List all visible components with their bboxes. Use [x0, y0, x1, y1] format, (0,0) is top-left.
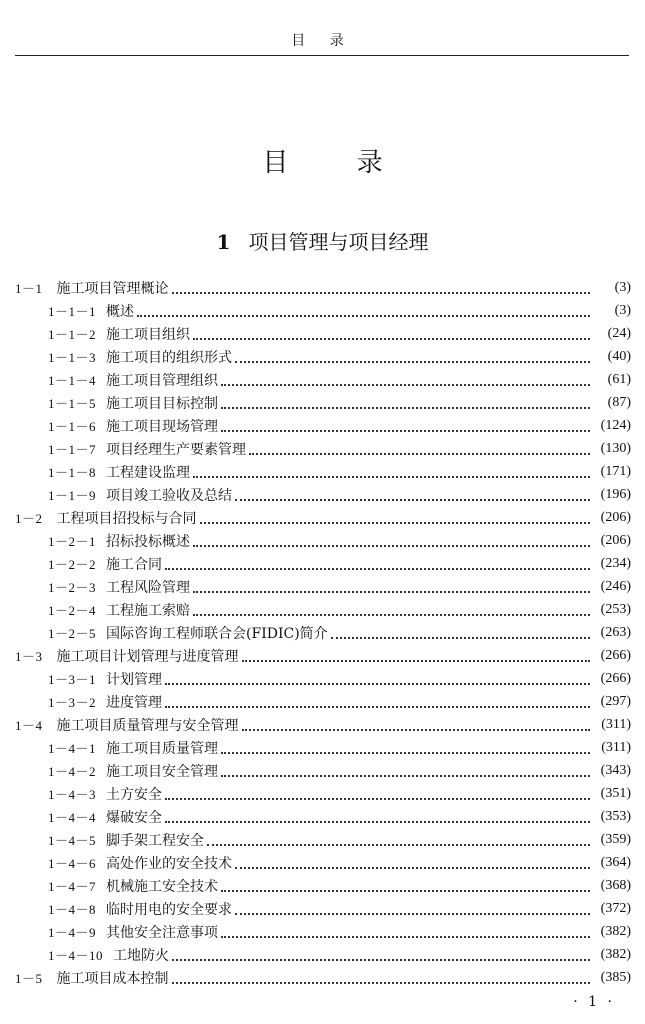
toc-section-entry[interactable]: [15, 506, 631, 529]
entry-number: 1－1－3: [48, 350, 97, 365]
dot-leader: [172, 278, 590, 294]
entry-number: 1－4－2: [48, 764, 97, 779]
toc-subsection-entry[interactable]: [15, 897, 631, 920]
entry-title: 工程施工索赔: [106, 602, 191, 619]
entry-page-number: (372): [600, 900, 631, 916]
entry-title: 工程建设监理: [106, 464, 191, 481]
toc-subsection-entry[interactable]: [15, 920, 631, 943]
entry-page-number: (266): [600, 670, 631, 686]
entry-page-number: (266): [600, 647, 631, 663]
entry-page-number: (196): [600, 486, 631, 502]
entry-page-number: (382): [600, 946, 631, 962]
toc-subsection-entry[interactable]: [15, 598, 631, 621]
chapter-heading: [0, 226, 645, 255]
entry-title: 计划管理: [106, 671, 163, 688]
toc-subsection-entry[interactable]: [15, 782, 631, 805]
toc-subsection-entry[interactable]: [15, 391, 631, 414]
entry-title: 进度管理: [106, 694, 163, 711]
entry-number: 1－1－2: [48, 327, 97, 342]
entry-title: 施工项目质量管理与安全管理: [56, 717, 239, 734]
toc-section-entry[interactable]: [15, 644, 631, 667]
toc-section-entry[interactable]: [15, 276, 631, 299]
entry-title: 施工项目质量管理: [106, 740, 219, 757]
dot-leader: [221, 876, 590, 892]
entry-title: 爆破安全: [106, 809, 163, 826]
toc-section-entry[interactable]: [15, 966, 631, 989]
entry-number: 1－1－6: [48, 419, 97, 434]
entry-title: 施工合同: [106, 556, 163, 573]
dot-leader: [221, 922, 590, 938]
entry-number: 1－5: [15, 971, 43, 986]
entry-number: 1－4－9: [48, 925, 97, 940]
toc-subsection-entry[interactable]: [15, 414, 631, 437]
entry-page-number: (368): [600, 877, 631, 893]
entry-title: 土方安全: [106, 786, 163, 803]
entry-number: 1－3: [15, 649, 43, 664]
toc-subsection-entry[interactable]: [15, 621, 631, 644]
entry-title: 工地防火: [113, 947, 170, 964]
entry-page-number: (382): [600, 923, 631, 939]
entry-title: 施工项目管理组织: [106, 372, 219, 389]
entry-number: 1－4－4: [48, 810, 97, 825]
entry-page-number: (297): [600, 693, 631, 709]
dot-leader: [165, 784, 590, 800]
entry-page-number: (263): [600, 624, 631, 640]
dot-leader: [221, 370, 590, 386]
entry-number: 1－1－7: [48, 442, 97, 457]
entry-number: 1－4－10: [48, 948, 104, 963]
header-rule: [15, 55, 629, 56]
dot-leader: [221, 761, 590, 777]
dot-leader: [235, 485, 590, 501]
entry-page-number: (359): [600, 831, 631, 847]
entry-page-number: (234): [600, 555, 631, 571]
running-header: 目 录: [291, 33, 354, 49]
toc-subsection-entry[interactable]: [15, 943, 631, 966]
dot-leader: [165, 554, 590, 570]
entry-title: 其他安全注意事项: [106, 924, 219, 941]
entry-title: 施工项目成本控制: [56, 970, 169, 987]
entry-page-number: (311): [601, 739, 631, 755]
entry-title: 施工项目计划管理与进度管理: [56, 648, 239, 665]
toc-subsection-entry[interactable]: [15, 529, 631, 552]
entry-title: 脚手架工程安全: [106, 832, 205, 849]
entry-page-number: (3): [614, 279, 631, 295]
entry-page-number: (124): [600, 417, 631, 433]
toc-subsection-entry[interactable]: [15, 345, 631, 368]
entry-page-number: (311): [601, 716, 631, 732]
dot-leader: [242, 715, 590, 731]
entry-page-number: (351): [600, 785, 631, 801]
dot-leader: [207, 830, 590, 846]
entry-page-number: (24): [607, 325, 631, 341]
toc-subsection-entry[interactable]: [15, 851, 631, 874]
dot-leader: [172, 968, 590, 984]
page-number: · 1 ·: [573, 994, 615, 1010]
entry-number: 1－1－4: [48, 373, 97, 388]
entry-page-number: (130): [600, 440, 631, 456]
dot-leader: [193, 462, 590, 478]
toc-subsection-entry[interactable]: [15, 805, 631, 828]
entry-page-number: (385): [600, 969, 631, 985]
entry-page-number: (253): [600, 601, 631, 617]
entry-title: 高处作业的安全技术: [106, 855, 233, 872]
entry-number: 1－4－5: [48, 833, 97, 848]
entry-title: 施工项目现场管理: [106, 418, 219, 435]
toc-subsection-entry[interactable]: [15, 552, 631, 575]
entry-page-number: (343): [600, 762, 631, 778]
dot-leader: [165, 807, 590, 823]
entry-page-number: (206): [600, 509, 631, 525]
entry-number: 1－3－1: [48, 672, 97, 687]
dot-leader: [193, 577, 590, 593]
dot-leader: [165, 669, 590, 685]
entry-page-number: (206): [600, 532, 631, 548]
entry-title: 施工项目安全管理: [106, 763, 219, 780]
entry-number: 1－2－5: [48, 626, 97, 641]
entry-number: 1－1－9: [48, 488, 97, 503]
entry-title: 工程风险管理: [106, 579, 191, 596]
dot-leader: [137, 301, 590, 317]
entry-number: 1－2－4: [48, 603, 97, 618]
dot-leader: [200, 508, 590, 524]
entry-title: 国际咨询工程师联合会(FIDIC)简介: [106, 625, 328, 642]
dot-leader: [193, 324, 590, 340]
entry-title: 工程项目招投标与合同: [56, 510, 197, 527]
entry-title: 招标投标概述: [106, 533, 191, 550]
toc-subsection-entry[interactable]: [15, 460, 631, 483]
page-title: 目 录: [262, 148, 413, 178]
entry-number: 1－1－5: [48, 396, 97, 411]
toc-subsection-entry[interactable]: [15, 736, 631, 759]
entry-page-number: (3): [614, 302, 631, 318]
entry-page-number: (40): [607, 348, 631, 364]
entry-number: 1－4: [15, 718, 43, 733]
dot-leader: [165, 692, 590, 708]
entry-number: 1－1－1: [48, 304, 97, 319]
entry-title: 施工项目组织: [106, 326, 191, 343]
dot-leader: [193, 600, 590, 616]
entry-page-number: (246): [600, 578, 631, 594]
chapter-number: 1: [216, 230, 231, 254]
dot-leader: [235, 347, 590, 363]
entry-number: 1－2－2: [48, 557, 97, 572]
dot-leader: [172, 945, 590, 961]
entry-page-number: (353): [600, 808, 631, 824]
toc-subsection-entry[interactable]: [15, 368, 631, 391]
dot-leader: [249, 439, 590, 455]
entry-page-number: (364): [600, 854, 631, 870]
dot-leader: [235, 899, 590, 915]
chapter-title: 项目管理与项目经理: [248, 230, 429, 254]
entry-title: 临时用电的安全要求: [106, 901, 233, 918]
entry-number: 1－3－2: [48, 695, 97, 710]
entry-title: 施工项目目标控制: [106, 395, 219, 412]
toc-subsection-entry[interactable]: [15, 828, 631, 851]
toc-subsection-entry[interactable]: [15, 483, 631, 506]
toc-subsection-entry[interactable]: [15, 759, 631, 782]
entry-page-number: (61): [607, 371, 631, 387]
toc-section-entry[interactable]: [15, 713, 631, 736]
entry-number: 1－4－1: [48, 741, 97, 756]
toc-subsection-entry[interactable]: [15, 874, 631, 897]
toc-subsection-entry[interactable]: [15, 690, 631, 713]
entry-number: 1－2－1: [48, 534, 97, 549]
dot-leader: [235, 853, 590, 869]
toc-subsection-entry[interactable]: [15, 322, 631, 345]
entry-number: 1－4－6: [48, 856, 97, 871]
dot-leader: [221, 393, 590, 409]
entry-title: 项目经理生产要素管理: [106, 441, 247, 458]
entry-number: 1－2－3: [48, 580, 97, 595]
entry-number: 1－4－3: [48, 787, 97, 802]
dot-leader: [331, 623, 590, 639]
entry-number: 1－4－7: [48, 879, 97, 894]
dot-leader: [221, 738, 590, 754]
toc-subsection-entry[interactable]: [15, 299, 631, 322]
entry-title: 施工项目管理概论: [56, 280, 169, 297]
dot-leader: [193, 531, 590, 547]
toc-subsection-entry[interactable]: [15, 437, 631, 460]
toc-subsection-entry[interactable]: [15, 667, 631, 690]
entry-number: 1－1－8: [48, 465, 97, 480]
entry-page-number: (171): [600, 463, 631, 479]
table-of-contents: [15, 276, 631, 989]
dot-leader: [242, 646, 590, 662]
entry-number: 1－1: [15, 281, 43, 296]
toc-subsection-entry[interactable]: [15, 575, 631, 598]
entry-number: 1－2: [15, 511, 43, 526]
entry-title: 机械施工安全技术: [106, 878, 219, 895]
entry-title: 施工项目的组织形式: [106, 349, 233, 366]
entry-page-number: (87): [607, 394, 631, 410]
entry-title: 项目竣工验收及总结: [106, 487, 233, 504]
entry-title: 概述: [106, 303, 135, 320]
entry-number: 1－4－8: [48, 902, 97, 917]
dot-leader: [221, 416, 590, 432]
